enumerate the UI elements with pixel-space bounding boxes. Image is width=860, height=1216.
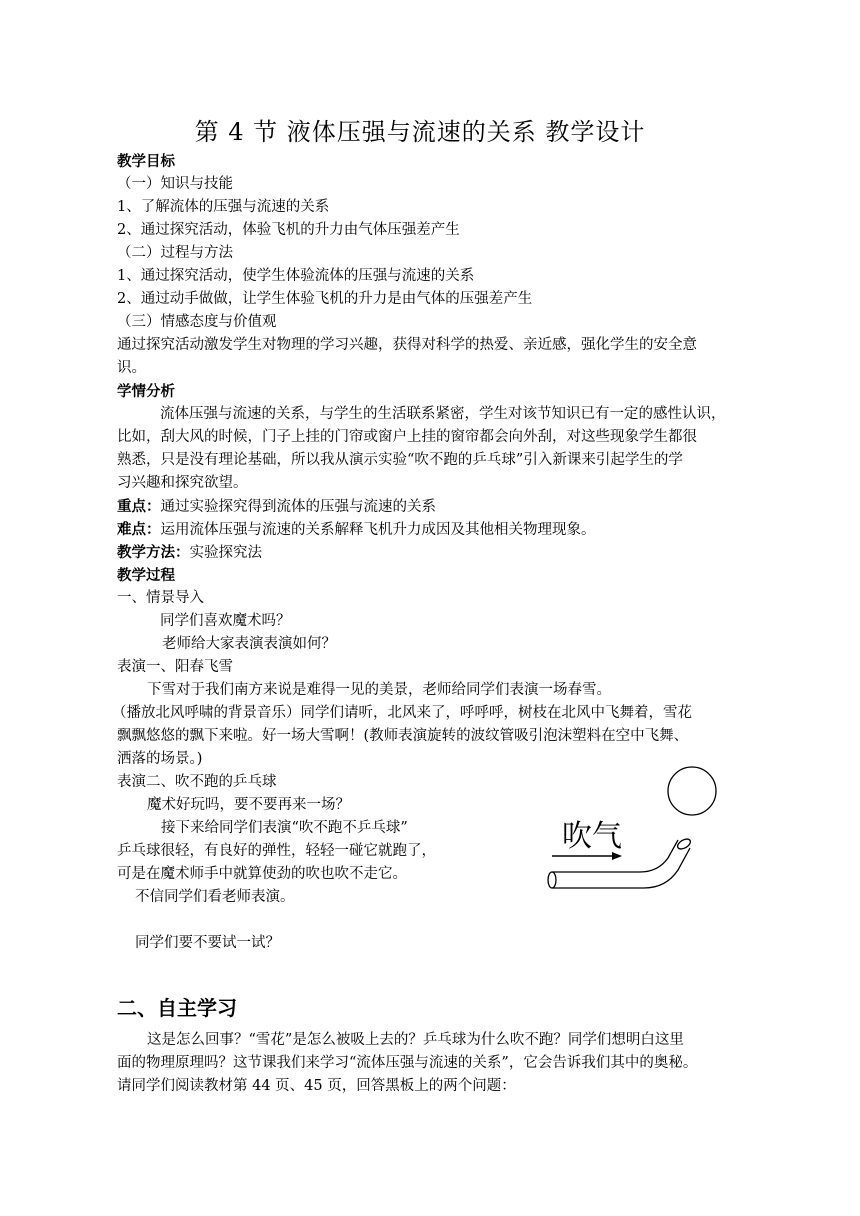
performance-title: 表演一、阳春飞雪 [117, 659, 233, 675]
ping-pong-ball [668, 767, 716, 815]
difficulty-text: 运用流体压强与流速的关系解释飞机升力成因及其他相关物理现象。 [160, 522, 596, 538]
process-line: 可是在魔术师手中就算使劲的吹也吹不走它。 [117, 866, 407, 882]
document-title: 第 4 节 液体压强与流速的关系 教学设计 [194, 118, 646, 146]
difficulty-point [117, 518, 596, 542]
process-line: （播放北风呼啸的背景音乐）同学们请听，北风来了，呼呼呼，树枝在北风中飞舞着，雪花 [112, 705, 692, 721]
analysis-paragraph-line: 比如，刮大风的时候，门子上挂的门帘或窗户上挂的窗帘都会向外刮，对这些现象学生都很 [117, 429, 697, 445]
key-point-text: 通过实验探究得到流体的压强与流速的关系 [160, 499, 436, 515]
analysis-paragraph-line: 流体压强与流速的关系，与学生的生活联系紧密，学生对该节知识已有一定的感性认识， [160, 406, 726, 422]
objective-item-cont: 识。 [117, 360, 146, 376]
process-line: 同学们要不要试一试？ [135, 935, 280, 951]
objective-item: 2、通过探究活动，体验飞机的升力由气体压强差产生 [117, 222, 460, 238]
blowing-ball-figure [540, 760, 730, 900]
objective-category: （一）知识与技能 [117, 176, 233, 192]
process-line: 不信同学们看老师表演。 [135, 889, 295, 905]
method-label: 教学方法： [117, 544, 190, 561]
section2-paragraph-line: 这是怎么回事？“雪花”是怎么被吸上去的？乒乓球为什么吹不跑？同学们想明白这里 [147, 1032, 684, 1048]
process-section: 一、情景导入 [117, 590, 204, 606]
section2-paragraph-line: 面的物理原理吗？这节课我们来学习“流体压强与流速的关系”，它会告诉我们其中的奥秘。 [117, 1055, 698, 1071]
process-line: 魔术好玩吗，要不要再来一场？ [147, 797, 350, 813]
key-point-label: 重点： [117, 498, 161, 515]
process-line: 乒乓球很轻，有良好的弹性，轻轻一碰它就跑了， [117, 843, 436, 859]
process-line: 老师给大家表演表演如何？ [162, 636, 336, 652]
figure-label: 吹气 [562, 819, 622, 854]
objective-category: （二）过程与方法 [117, 245, 233, 261]
objective-item: 2、通过动手做做，让学生体验飞机的升力是由气体的压强差产生 [117, 291, 533, 307]
process-heading: 教学过程 [117, 567, 175, 584]
section2-heading: 二、自主学习 [117, 996, 237, 1020]
objective-item: 通过探究活动激发学生对物理的学习兴趣，获得对科学的热爱、亲近感，强化学生的安全意 [117, 337, 697, 353]
process-line: 洒落的场景。) [117, 751, 203, 767]
process-line: 下雪对于我们南方来说是难得一见的美景，老师给同学们表演一场春雪。 [147, 682, 611, 698]
objective-category: （三）情感态度与价值观 [117, 314, 277, 330]
analysis-paragraph-line: 习兴趣和探究欲望。 [117, 475, 248, 491]
objectives-heading: 教学目标 [117, 153, 175, 170]
section2-paragraph-line: 请同学们阅读教材第 44 页、45 页，回答黑板上的两个问题： [117, 1078, 516, 1094]
process-line: 接下来给同学们表演“吹不跑不乒乓球” [161, 820, 408, 836]
key-point [117, 495, 436, 519]
performance-title: 表演二、吹不跑的乒乓球 [117, 774, 277, 790]
difficulty-label: 难点： [117, 521, 161, 538]
method-text: 实验探究法 [189, 545, 262, 561]
analysis-paragraph-line: 熟悉，只是没有理论基础，所以我从演示实验“吹不跑的乒乓球”引入新课来引起学生的学 [117, 452, 683, 468]
teaching-method [117, 541, 262, 565]
process-line: 同学们喜欢魔术吗？ [160, 613, 291, 629]
objective-item: 1、了解流体的压强与流速的关系 [117, 199, 330, 215]
objective-item: 1、通过探究活动，使学生体验流体的压强与流速的关系 [117, 268, 475, 284]
process-line: 飘飘悠悠的飘下来啦。好一场大雪啊！(教师表演旋转的波纹管吸引泡沫塑料在空中飞舞、 [117, 728, 689, 744]
analysis-heading: 学情分析 [117, 383, 175, 400]
